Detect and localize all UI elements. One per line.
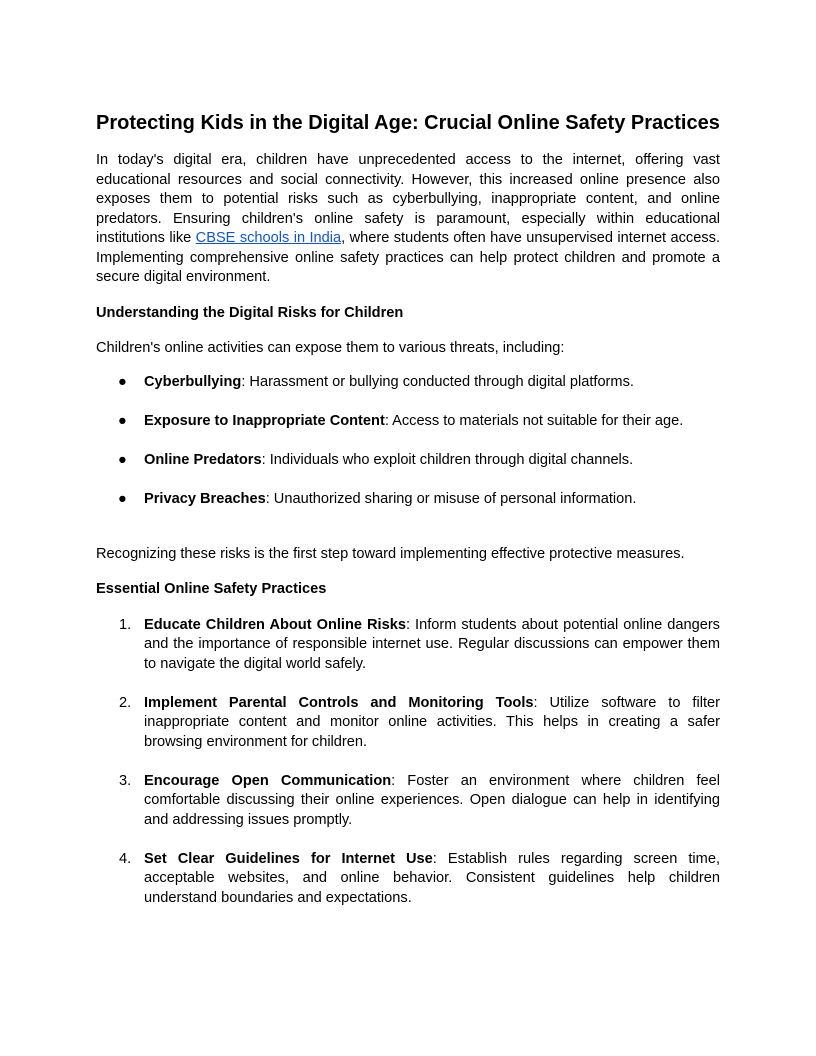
risk-term: Privacy Breaches (144, 490, 266, 507)
risk-item-privacy-breaches (96, 490, 720, 510)
practice-term: Encourage Open Communication (144, 772, 392, 789)
practice-item-open-communication (96, 772, 720, 831)
risk-description: : Access to materials not suitable for their age. (384, 412, 684, 429)
practice-description: : Foster an environment where children feel comfortable discussing their online experiences. Open dialogue can help in identifying and addressing issues promptly. (144, 772, 720, 828)
practice-term: Educate Children About Online Risks (144, 616, 406, 633)
risk-item-inappropriate-content (96, 412, 720, 432)
risk-description: : Unauthorized sharing or misuse of personal information. (265, 490, 637, 507)
list-number: 3. (119, 772, 132, 789)
list-number: 1. (119, 616, 132, 633)
risk-description: : Harassment or bullying conducted through digital platforms. (241, 373, 634, 390)
practice-item-parental-controls (96, 694, 720, 753)
bullet-icon: ● (118, 412, 127, 429)
practice-description: : Establish rules regarding screen time, acceptable websites, and online behavior. Consistent guidelines help children understand boundaries and expectations. (144, 850, 721, 906)
bullet-icon: ● (118, 490, 127, 507)
list-number: 2. (119, 694, 132, 711)
intro-paragraph (96, 151, 720, 288)
risks-section-heading: Understanding the Digital Risks for Children (96, 304, 404, 321)
cbse-schools-link[interactable]: CBSE schools in India (195, 230, 342, 246)
bullet-icon: ● (118, 373, 127, 390)
bullet-icon: ● (118, 451, 127, 468)
risk-term: Online Predators (144, 451, 262, 468)
practice-term: Set Clear Guidelines for Internet Use (144, 850, 433, 867)
practice-item-educate (96, 616, 720, 675)
practice-item-guidelines (96, 850, 720, 909)
intro-text-start: In today's digital era, children have unprecedented access to the internet, offering vast educational resources and social connectivity. However, this increased online presence also exposes them to potential risks such as cyberbullying, inappropriate content, and online predators. Ensuring children's online safety is paramount, especially within educational institutions like (96, 152, 720, 246)
risk-term: Exposure to Inappropriate Content (144, 412, 385, 429)
risk-term: Cyberbullying (144, 373, 242, 390)
risks-lead-text: Children's online activities can expose them to various threats, including: (96, 340, 565, 356)
practices-section-heading: Essential Online Safety Practices (96, 581, 327, 597)
risk-item-cyberbullying (96, 373, 720, 393)
document-page (96, 110, 720, 928)
practice-description: : Inform students about potential online dangers and the importance of responsible internet use. Regular discussions can empower them to navigate the digital world safely. (144, 616, 720, 672)
risks-list (96, 373, 720, 510)
spacer (96, 529, 720, 545)
document-title: Protecting Kids in the Digital Age: Crucial Online Safety Practices (96, 112, 720, 134)
practice-description: : Utilize software to filter inappropriate content and monitor online activities. This helps in creating a safer browsing environment for children. (144, 694, 720, 750)
list-number: 4. (119, 850, 132, 867)
practice-term: Implement Parental Controls and Monitoring Tools (144, 694, 534, 711)
risk-description: : Individuals who exploit children through digital channels. (261, 451, 634, 468)
intro-text-end: , where students often have unsupervised internet access. Implementing comprehensive online safety practices can help protect children and promote a secure digital environment. (96, 230, 720, 285)
risk-item-online-predators (96, 451, 720, 471)
risks-closing-text: Recognizing these risks is the first step toward implementing effective protective measures. (96, 545, 685, 562)
practices-list (96, 616, 720, 909)
